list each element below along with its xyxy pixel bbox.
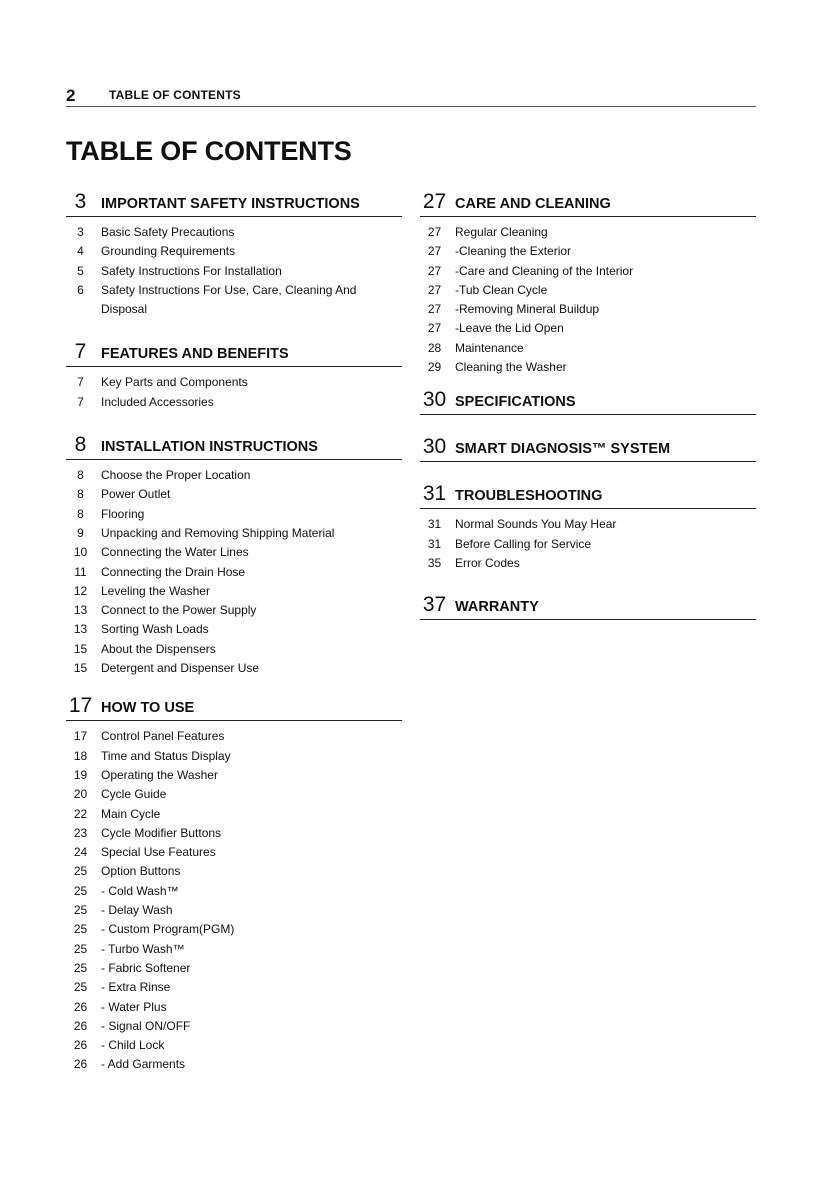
section-page-number: 37 bbox=[422, 593, 447, 617]
section-spacer bbox=[66, 412, 402, 434]
toc-item-label: - Child Lock bbox=[101, 1038, 165, 1053]
toc-item-page-number: 26 bbox=[73, 1057, 88, 1072]
toc-item[interactable] bbox=[66, 766, 402, 785]
section-spacer bbox=[420, 377, 756, 389]
header-title: TABLE OF CONTENTS bbox=[109, 88, 241, 102]
toc-section-heading[interactable] bbox=[420, 483, 756, 509]
toc-item-page-number: 26 bbox=[73, 999, 88, 1014]
section-title: SMART DIAGNOSIS™ SYSTEM bbox=[455, 441, 671, 458]
toc-item-page-number: 25 bbox=[73, 864, 88, 879]
toc-item-list bbox=[420, 223, 756, 377]
toc-item[interactable] bbox=[66, 601, 402, 620]
toc-item-page-number: 8 bbox=[77, 468, 84, 483]
toc-item[interactable] bbox=[66, 978, 402, 997]
toc-item-label: Cycle Guide bbox=[101, 787, 167, 802]
toc-item[interactable] bbox=[66, 393, 402, 412]
toc-item[interactable] bbox=[66, 843, 402, 862]
toc-item-label: Connecting the Water Lines bbox=[101, 545, 249, 560]
toc-item-list bbox=[66, 223, 402, 319]
section-title: CARE AND CLEANING bbox=[455, 196, 611, 212]
toc-item-page-number: 23 bbox=[73, 825, 88, 840]
toc-section-heading[interactable] bbox=[420, 191, 756, 217]
toc-item-label: Cleaning the Washer bbox=[455, 360, 567, 375]
toc-item-list bbox=[420, 515, 756, 573]
toc-item-page-number: 12 bbox=[73, 583, 88, 598]
toc-item-page-number: 5 bbox=[77, 263, 84, 278]
section-title: HOW TO USE bbox=[101, 700, 195, 717]
toc-item[interactable] bbox=[420, 535, 756, 554]
toc-item[interactable] bbox=[420, 358, 756, 377]
section-spacer bbox=[420, 462, 756, 483]
toc-section bbox=[66, 695, 402, 1074]
toc-section-heading[interactable] bbox=[420, 436, 756, 462]
toc-item[interactable] bbox=[420, 339, 756, 358]
toc-section-heading[interactable] bbox=[66, 434, 402, 460]
toc-item[interactable] bbox=[66, 785, 402, 804]
toc-item-label: -Removing Mineral Buildup bbox=[455, 302, 600, 317]
toc-item-page-number: 31 bbox=[427, 536, 442, 551]
toc-item-label: Before Calling for Service bbox=[455, 536, 592, 551]
toc-item-label: Special Use Features bbox=[101, 845, 216, 860]
toc-section-heading[interactable] bbox=[420, 389, 756, 415]
toc-item[interactable] bbox=[420, 281, 756, 300]
section-page-number: 8 bbox=[74, 433, 87, 457]
toc-right-column bbox=[420, 191, 756, 620]
toc-item-label: - Cold Wash™ bbox=[101, 883, 179, 898]
toc-item-label: Key Parts and Components bbox=[101, 375, 248, 390]
toc-item[interactable] bbox=[66, 242, 402, 261]
section-title: WARRANTY bbox=[455, 599, 539, 616]
toc-item-label: Detergent and Dispenser Use bbox=[101, 661, 260, 676]
toc-item[interactable] bbox=[66, 640, 402, 659]
section-page-number: 27 bbox=[422, 190, 447, 213]
toc-item[interactable] bbox=[66, 805, 402, 824]
toc-item-label: Leveling the Washer bbox=[101, 583, 210, 598]
toc-item-label: Power Outlet bbox=[101, 487, 171, 502]
toc-item[interactable] bbox=[420, 554, 756, 573]
toc-item[interactable] bbox=[420, 319, 756, 338]
toc-section bbox=[420, 389, 756, 415]
toc-item[interactable] bbox=[66, 1036, 402, 1055]
toc-item[interactable] bbox=[66, 824, 402, 843]
toc-section-heading[interactable] bbox=[420, 594, 756, 620]
toc-item[interactable] bbox=[66, 582, 402, 601]
section-spacer bbox=[66, 678, 402, 695]
toc-item-page-number: 27 bbox=[427, 282, 442, 297]
toc-item-list bbox=[66, 727, 402, 1074]
toc-item-page-number: 9 bbox=[77, 525, 84, 540]
toc-item-label: About the Dispensers bbox=[101, 641, 216, 656]
toc-item-page-number: 35 bbox=[427, 555, 442, 570]
toc-item[interactable] bbox=[66, 1055, 402, 1074]
toc-item[interactable] bbox=[66, 920, 402, 939]
toc-item-label: Connecting the Drain Hose bbox=[101, 564, 246, 579]
page-title: TABLE OF CONTENTS bbox=[66, 136, 352, 166]
toc-item-page-number: 29 bbox=[427, 360, 442, 375]
section-title: TROUBLESHOOTING bbox=[455, 488, 603, 505]
toc-item-page-number: 19 bbox=[73, 767, 88, 782]
toc-item-label: Option Buttons bbox=[101, 864, 181, 879]
section-title: FEATURES AND BENEFITS bbox=[101, 346, 289, 363]
toc-item-page-number: 25 bbox=[73, 922, 88, 937]
toc-item-page-number: 13 bbox=[73, 603, 88, 618]
toc-item[interactable] bbox=[66, 281, 402, 320]
section-spacer bbox=[420, 573, 756, 594]
toc-item-label: - Fabric Softener bbox=[101, 960, 191, 975]
toc-item[interactable] bbox=[420, 300, 756, 319]
toc-item-page-number: 3 bbox=[77, 225, 84, 239]
toc-item-page-number: 27 bbox=[427, 321, 442, 336]
toc-item-page-number: 26 bbox=[73, 1038, 88, 1053]
toc-item[interactable] bbox=[66, 959, 402, 978]
toc-left-column bbox=[66, 191, 402, 1075]
toc-item[interactable] bbox=[66, 373, 402, 392]
section-spacer bbox=[420, 415, 756, 436]
toc-item[interactable] bbox=[66, 727, 402, 746]
toc-item[interactable] bbox=[420, 242, 756, 261]
toc-item-page-number: 31 bbox=[427, 517, 442, 532]
toc-item-page-number: 25 bbox=[73, 941, 88, 956]
toc-item-page-number: 22 bbox=[73, 806, 88, 821]
section-page-number: 3 bbox=[74, 190, 87, 213]
toc-item[interactable] bbox=[66, 223, 402, 242]
toc-item-page-number: 25 bbox=[73, 903, 88, 918]
toc-section-heading[interactable] bbox=[66, 191, 402, 217]
toc-section-heading[interactable] bbox=[66, 341, 402, 367]
toc-item-page-number: 25 bbox=[73, 980, 88, 995]
toc-item-page-number: 25 bbox=[73, 883, 88, 898]
toc-item-page-number: 18 bbox=[73, 748, 88, 763]
header-page-number: 2 bbox=[66, 86, 76, 105]
toc-item-label: Grounding Requirements bbox=[101, 244, 236, 259]
section-spacer bbox=[66, 319, 402, 341]
toc-item[interactable] bbox=[66, 747, 402, 766]
toc-item-page-number: 6 bbox=[77, 282, 84, 297]
toc-item[interactable] bbox=[66, 466, 402, 485]
toc-item-label: -Tub Clean Cycle bbox=[455, 282, 548, 297]
toc-item[interactable] bbox=[66, 563, 402, 582]
toc-item-label: Choose the Proper Location bbox=[101, 468, 251, 483]
toc-item-page-number: 27 bbox=[427, 225, 442, 239]
toc-item-page-number: 27 bbox=[427, 263, 442, 278]
toc-item[interactable] bbox=[420, 223, 756, 242]
toc-item-label: Sorting Wash Loads bbox=[101, 622, 209, 637]
toc-section bbox=[420, 594, 756, 620]
toc-item-list bbox=[66, 466, 402, 678]
toc-item-label: Safety Instructions For Installation bbox=[101, 263, 282, 278]
toc-item-page-number: 10 bbox=[73, 545, 88, 560]
toc-item-page-number: 17 bbox=[73, 729, 88, 744]
toc-item-label: - Water Plus bbox=[101, 999, 167, 1014]
toc-item-page-number: 20 bbox=[73, 787, 88, 802]
toc-item-label: -Leave the Lid Open bbox=[455, 321, 564, 336]
toc-item-label: Control Panel Features bbox=[101, 729, 225, 744]
toc-item-page-number: 15 bbox=[73, 641, 88, 656]
toc-item-page-number: 15 bbox=[73, 661, 88, 676]
page-header bbox=[66, 86, 756, 107]
toc-item-page-number: 4 bbox=[77, 244, 84, 259]
toc-item-page-number: 8 bbox=[77, 506, 84, 521]
section-title: IMPORTANT SAFETY INSTRUCTIONS bbox=[101, 196, 360, 212]
toc-item-page-number: 27 bbox=[427, 302, 442, 317]
toc-item[interactable] bbox=[66, 505, 402, 524]
toc-item-label: - Turbo Wash™ bbox=[101, 941, 185, 956]
toc-section bbox=[420, 483, 756, 573]
toc-item-page-number: 25 bbox=[73, 960, 88, 975]
toc-item[interactable] bbox=[66, 620, 402, 639]
section-page-number: 7 bbox=[74, 340, 87, 364]
toc-item-label: Flooring bbox=[101, 506, 145, 521]
toc-item-label: Connect to the Power Supply bbox=[101, 603, 257, 618]
toc-item-label: Included Accessories bbox=[101, 394, 214, 409]
toc-item-page-number: 24 bbox=[73, 845, 88, 860]
toc-item[interactable] bbox=[420, 515, 756, 534]
toc-item[interactable] bbox=[66, 901, 402, 920]
section-title: INSTALLATION INSTRUCTIONS bbox=[101, 439, 318, 456]
toc-item-page-number: 7 bbox=[77, 394, 84, 409]
section-title: SPECIFICATIONS bbox=[455, 394, 576, 411]
toc-item[interactable] bbox=[66, 659, 402, 678]
toc-item-label: Operating the Washer bbox=[101, 767, 218, 782]
toc-item[interactable] bbox=[66, 1017, 402, 1036]
toc-section bbox=[420, 191, 756, 377]
toc-item-page-number: 13 bbox=[73, 622, 88, 637]
toc-item-page-number: 11 bbox=[74, 564, 87, 579]
toc-item[interactable] bbox=[66, 882, 402, 901]
toc-section bbox=[66, 341, 402, 412]
toc-item[interactable] bbox=[66, 485, 402, 504]
toc-section bbox=[420, 436, 756, 462]
toc-item-label: - Signal ON/OFF bbox=[101, 1018, 191, 1033]
toc-section-heading[interactable] bbox=[66, 695, 402, 721]
toc-item[interactable] bbox=[66, 998, 402, 1017]
toc-item[interactable] bbox=[66, 940, 402, 959]
toc-item-label: Safety Instructions For Use, Care, Cleaning And Disposal bbox=[101, 282, 357, 317]
toc-item-list bbox=[66, 373, 402, 412]
toc-item-label: Main Cycle bbox=[101, 806, 161, 821]
toc-item-label: - Delay Wash bbox=[101, 903, 173, 918]
section-page-number: 30 bbox=[422, 388, 447, 412]
toc-item-label: Basic Safety Precautions bbox=[101, 225, 235, 239]
toc-item-label: Cycle Modifier Buttons bbox=[101, 825, 222, 840]
toc-item-label: Maintenance bbox=[455, 340, 524, 355]
toc-item[interactable] bbox=[66, 862, 402, 881]
toc-item-label: Regular Cleaning bbox=[455, 225, 548, 239]
toc-item-label: -Cleaning the Exterior bbox=[455, 244, 572, 259]
toc-item-page-number: 26 bbox=[73, 1018, 88, 1033]
section-page-number: 31 bbox=[422, 482, 447, 506]
toc-section bbox=[66, 434, 402, 678]
toc-item-label: -Care and Cleaning of the Interior bbox=[455, 263, 634, 278]
toc-item-label: Error Codes bbox=[455, 555, 520, 570]
toc-item-label: Normal Sounds You May Hear bbox=[455, 517, 617, 532]
toc-item-page-number: 27 bbox=[427, 244, 442, 259]
toc-section bbox=[66, 191, 402, 319]
toc-item-label: Time and Status Display bbox=[101, 748, 231, 763]
toc-item[interactable] bbox=[420, 262, 756, 281]
toc-item-label: Unpacking and Removing Shipping Material bbox=[101, 525, 335, 540]
toc-item-label: - Add Garments bbox=[101, 1057, 186, 1072]
toc-item[interactable] bbox=[66, 262, 402, 281]
toc-item-page-number: 8 bbox=[77, 487, 84, 502]
toc-item-label: - Custom Program(PGM) bbox=[101, 922, 235, 937]
section-page-number: 17 bbox=[68, 694, 93, 718]
section-page-number: 30 bbox=[422, 435, 447, 459]
toc-item-label: - Extra Rinse bbox=[101, 980, 171, 995]
toc-item[interactable] bbox=[66, 543, 402, 562]
toc-item-page-number: 7 bbox=[77, 375, 84, 390]
toc-item-page-number: 28 bbox=[427, 340, 442, 355]
toc-item[interactable] bbox=[66, 524, 402, 543]
